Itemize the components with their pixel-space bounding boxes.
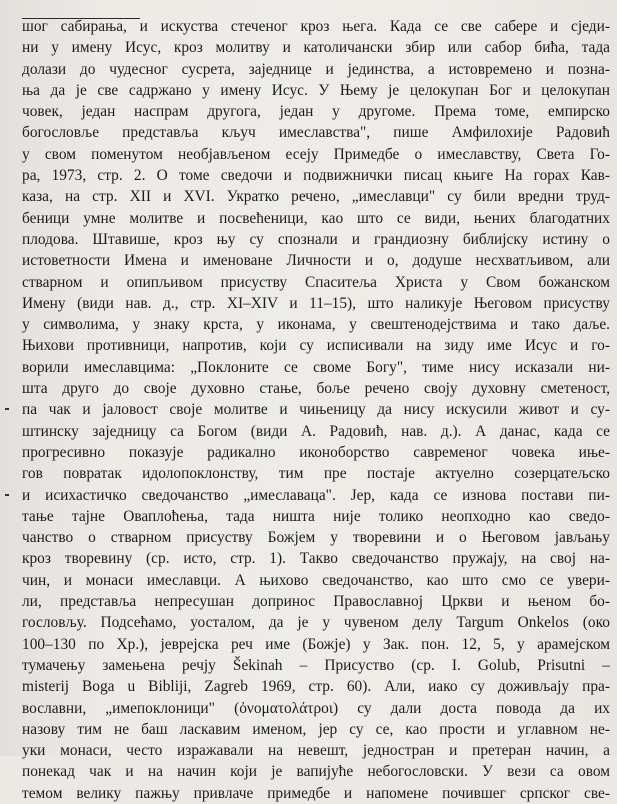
text-line: ли, представља непресушан допринос Православној Цркви и њеном бо- <box>22 593 610 611</box>
text-line: ра, 1973, стр. 2. О томе сведочи и подвижнички писац књиге На горах Кав- <box>22 167 610 185</box>
text-line: ни у имену Исус, кроз молитву и католичански збир или сабор бића, тада <box>22 39 610 57</box>
text-line: 100–130 по Хр.), јеврејска реч име (Божје) у Зак. пон. 12, 5, у арамејском <box>22 635 610 653</box>
text-line: тумачењу замењена речју Šekinah – Присуство (ср. I. Golub, Prisutni – <box>22 656 610 674</box>
text-line: уки монаси, често изражавали на невешт, једностран и претеран начин, а <box>22 742 610 760</box>
text-line: беници умне молитве и посвећеници, као што се види, њених благодатних <box>22 209 610 227</box>
text-line: ња да је све садржано у имену Исус. У Њему је целокупан Бог и целокупан <box>22 81 610 99</box>
text-line: гов повратак идолопоклонству, тим пре постаје актуелно созерцатељско <box>22 465 610 483</box>
text-line: гословљу. Подсећамо, уосталом, да је у чувеном делу Targum Onkelos (око <box>22 614 610 632</box>
text-line: ворили имеславцима: „Поклоните се своме Богу", тиме нису исказали ни- <box>22 358 610 376</box>
text-line: Имену (види нав. д., стр. XI–XIV и 11–15), што наликује Његовом присуству <box>22 294 610 312</box>
text-line: чин, и монаси имеславци. А њихово сведочанство, као што смо се увери- <box>22 571 610 589</box>
text-line: каза, на стр. XII и XVI. Укратко речено, „имеславци" су били вредни труд- <box>22 188 610 206</box>
text-line: у свом поменутом необјављеном есеју Примедбе о имеславству, Света Го- <box>22 145 610 163</box>
text-line: богословље представља кључ имеславства", пише Амфилохије Радовић <box>22 124 610 142</box>
text-line: и исихастичко сведочанство „имеславаца". Јер, када се изнова постави пи- <box>22 486 610 504</box>
text-line: кроз творевину (ср. исто, стр. 1). Такво сведочанство пружају, на свој на- <box>22 550 610 568</box>
text-line: човек, један наспрам другога, један у другоме. Према томе, емпирско <box>22 103 610 121</box>
text-line: Њихови противници, напротив, који су исписивали на зиду име Исус и го- <box>22 337 610 355</box>
text-line: шта друго до своје духовно стање, боље речено своју духовну сметеност, <box>22 380 610 398</box>
footnote-text <box>22 16 610 804</box>
text-line: прогресивно показује радикално иконоборство савременог човека иње- <box>22 443 610 461</box>
text-line: вославни, „имепоклоници" (ὀνοματολάτροι) су дали доста повода да их <box>22 699 610 717</box>
text-line: штинску заједницу са Богом (види А. Радовић, нав. д.). А данас, када се <box>22 422 610 440</box>
text-line: па чак и јаловост своје молитве и чињеницу да нису искусили живот и су- <box>22 401 610 419</box>
text-line: тање тајне Оваплоћења, тада ништа није толико неопходно као сведо- <box>22 507 610 525</box>
text-line: истоветности Имена и именоване Личности и о, додуше несхватљивом, али <box>22 252 610 270</box>
text-line: плодова. Штавише, кроз њу су спознали и грандиозну библијску истину о <box>22 230 610 248</box>
margin-mark <box>5 494 9 496</box>
text-line: понекад чак и на начин који је вапијуће небогословски. У вези са овом <box>22 763 610 781</box>
text-line: темом велику пажњу привлаче примедбе и напомене почившег српског све- <box>22 784 610 802</box>
text-line: стварном и опипљивом присуству Спаситеља Христа у Свом божанском <box>22 273 610 291</box>
text-line: долази до чудесног сусрета, заједнице и јединства, а истовремено и позна- <box>22 60 610 78</box>
text-line: чанство о стварном присуству Божјем у творевини и о Његовом јављању <box>22 529 610 547</box>
text-line: у символима, у знаку крста, у иконама, у свештенодејствима и тако даље. <box>22 316 610 334</box>
margin-mark <box>5 408 9 410</box>
text-line: шог сабирања, и искуства стеченог кроз њега. Када се све сабере и сједи- <box>22 18 610 35</box>
text-line: назову тим не баш ласкавим именом, јер су се, као прости и углавном не- <box>22 720 610 738</box>
text-line: misterij Boga u Bibliji, Zagreb 1969, стр. 60). Али, иако су доживљају пра- <box>22 678 610 696</box>
